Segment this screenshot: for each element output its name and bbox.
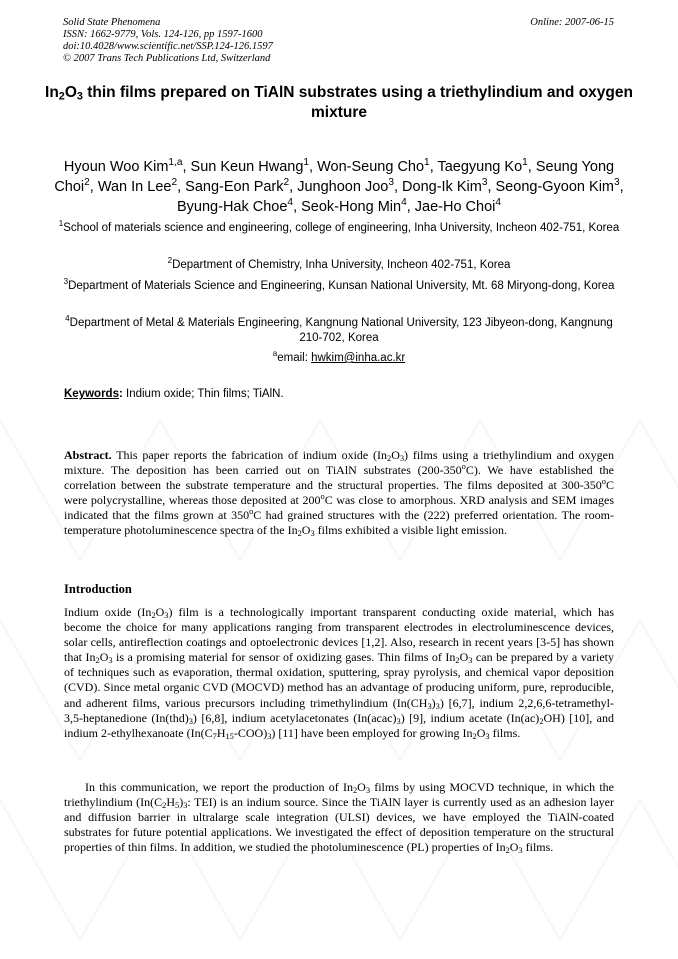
online-date: Online: 2007-06-15 bbox=[530, 17, 614, 28]
journal-header bbox=[63, 17, 273, 65]
author: Hyoun Woo Kim$^{1,a}$ bbox=[63, 157, 183, 175]
author: Sang-Eon Park$^2$ bbox=[185, 177, 290, 195]
issn-line: ISSN: 1662-9779, Vols. 124-126, pp 1597-1600 bbox=[63, 29, 263, 40]
keywords-text: Indium oxide; Thin films; TiAlN. bbox=[122, 388, 284, 400]
author: Dong-Ik Kim$^3$ bbox=[402, 177, 488, 195]
affiliation-1: $^1$School of materials science and engineering, college of engineering, Inha University, Incheon 402-751, Korea bbox=[58, 219, 620, 234]
author-list: Hyoun Woo Kim$^{1,a}$, Sun Keun Hwang$^1$, Won-Seung Cho$^1$, Taegyung Ko$^1$, Seung Yong Choi$^2$, Wan In Lee$^2$, Sang-Eon Park$^2$, Junghoon Joo$^3$, Dong-Ik Kim$^3$, Seong-Gyoon Kim$^3$, Byung-Hak Choe$^4$, Seok-Hong Min$^4$, Jae-Ho Choi$^4$ bbox=[54, 157, 624, 215]
section-heading-introduction: Introduction bbox=[64, 582, 132, 596]
author: Taegyung Ko$^1$ bbox=[437, 157, 528, 175]
author: Won-Seung Cho$^1$ bbox=[317, 157, 430, 175]
keywords-label: Keywords bbox=[64, 388, 119, 400]
journal-name: Solid State Phenomena bbox=[63, 17, 161, 28]
abstract-label: Abstract. bbox=[64, 448, 112, 462]
abstract: Abstract. This paper reports the fabrication of indium oxide $(In_2O_3)$ films using a triethylindium and oxygen mixture. The deposition has been carried out on TiAlN substrates (200-350$^o$C). We have established the correlation between the substrate temperature and the structural properties. The films deposited at 300-350$^o$C were polycrystalline, whereas those deposited at 200$^o$C was close to amorphous. XRD analysis and SEM images indicated that the films grown at 350$^o$C had grained structures with the (222) preferred orientation. The room-temperature photoluminescence spectra of the $In_2O_3$ films exhibited a visible light emission. bbox=[64, 448, 615, 539]
keywords: Keywords: Indium oxide; Thin films; TiAlN. bbox=[64, 388, 284, 400]
doi-line: doi:10.4028/www.scientific.net/SSP.124-126.1597 bbox=[63, 41, 273, 52]
author: Seong-Gyoon Kim$^3$ bbox=[495, 177, 620, 195]
author: Junghoon Joo$^3$ bbox=[297, 177, 394, 195]
author: Jae-Ho Choi$^4$ bbox=[414, 197, 501, 215]
paper-title: $In_2O_3$ thin films prepared on TiAlN substrates using a triethylindium and oxygen mixture bbox=[45, 84, 633, 121]
email-link[interactable]: hwkim@inha.ac.kr bbox=[311, 352, 406, 364]
author: Sun Keun Hwang$^1$ bbox=[190, 157, 310, 175]
author: Seung Yong Choi$^2$ bbox=[54, 159, 615, 195]
affiliation-3: $^3$Department of Materials Science and Engineering, Kunsan National University, Mt. 68 Miryong-dong, Korea bbox=[63, 277, 615, 292]
copyright-line: © 2007 Trans Tech Publications Ltd, Switzerland bbox=[63, 53, 271, 64]
affiliation-2: $^2$Department of Chemistry, Inha University, Incheon 402-751, Korea bbox=[167, 256, 511, 271]
introduction-paragraph-2: In this communication, we report the production of $In_2O_3$ films by using MOCVD technique, in which the triethylindium ($In(C_2H_5)_3$: TEI) is an indium source. Since the TiAlN layer is currently used as an adhesion layer and diffusion barrier in ultralarge scale integration (ULSI) devices, we have employed the TiAlN-coated substrates for future potential applications. We investigated the effect of deposition temperature on the structural properties of thin films. In addition, we studied the photoluminescence (PL) properties of $In_2O_3$ films. bbox=[64, 780, 615, 856]
author: Byung-Hak Choe$^4$ bbox=[177, 197, 294, 215]
affiliation-4: $^4$Department of Metal & Materials Engineering, Kangnung National University, 123 Jibyeon-dong, Kangnung 210-702, Korea bbox=[65, 314, 613, 344]
author: Seok-Hong Min$^4$ bbox=[301, 197, 407, 215]
email-line: $^a$email: hwkim@inha.ac.kr bbox=[272, 349, 406, 364]
introduction-paragraph-1: Indium oxide $(In_2O_3)$ film is a technologically important transparent conducting oxide material, which has become the choice for many applications ranging from transparent electrodes in electroluminescence devices, solar cells, antireflection coatings and optoelectronic devices [1,2]. Also, research in recent years [3-5] has shown that $In_2O_3$ is a promising material for sensor of oxidizing gases. Thin films of $In_2O_3$ can be prepared by a variety of techniques such as evaporation, thermal oxidation, sputtering, spray pyrolysis, and chemical vapor deposition (CVD). Since metal organic CVD (MOCVD) method has an advantage of producing uniform, pure, reproducible, and adherent films, various precursors including trimethylindium $(In(CH_3)_3)$ [6,7], indium 2,2,6,6-tetramethyl-3,5-heptanedione $(In(thd)_3)$ [6,8], indium acetylacetonates $(In(acac)_3)$ [9], indium acetate $(In(ac)_2OH)$ [10], and indium 2-ethylhexanoate $(In(C_7H_{15}-COO)_3)$ [11] have been employed for growing $In_2O_3$ films. bbox=[64, 605, 615, 741]
author: Wan In Lee$^2$ bbox=[97, 177, 178, 195]
